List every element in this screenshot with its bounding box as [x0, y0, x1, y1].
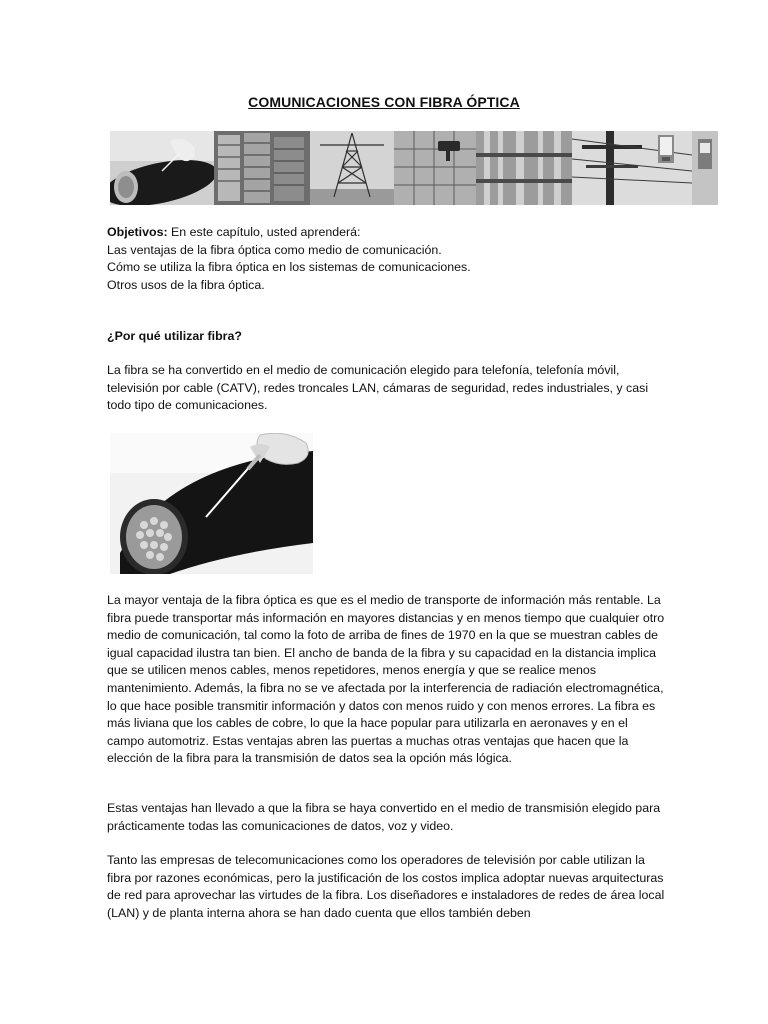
objectives-heading	[107, 224, 667, 242]
banner-cable-photo	[110, 131, 214, 205]
banner-pole-photo	[572, 131, 692, 205]
banner-rack-photo	[214, 131, 310, 205]
page-title: COMUNICACIONES CON FIBRA ÓPTICA	[248, 94, 520, 110]
objectives-intro: En este capítulo, usted aprenderá:	[167, 225, 361, 239]
paragraph-summary: Estas ventajas han llevado a que la fibra se haya convertido en el medio de transmisión elegido para prácticamente todas las comunicaciones de datos, voz y video.	[107, 801, 661, 833]
fiber-cable-photo	[110, 433, 313, 574]
objective-item: Cómo se utiliza la fibra óptica en los sistemas de comunicaciones.	[107, 260, 471, 275]
objective-item: Otros usos de la fibra óptica.	[107, 277, 265, 292]
section-heading: ¿Por qué utilizar fibra?	[107, 329, 242, 343]
objectives-label: Objetivos:	[107, 225, 168, 239]
banner-industrial-photo	[476, 131, 572, 205]
paragraph-telecom: Tanto las empresas de telecomunicaciones como los operadores de televisión por cable utilizan la fibra por razones económicas, pero la justificación de los costos implica adoptar nuevas arquitecturas de red para aprovechar las virtudes de la fibra. Los diseñadores e instaladores de redes de área local (LAN) y de planta interna ahora se han dado cuenta que ellos también deben	[107, 853, 665, 920]
paragraph-intro: La fibra se ha convertido en el medio de comunicación elegido para telefonía, telefonía móvil, televisión por cable (CATV), redes troncales LAN, cámaras de seguridad, redes industriales, y casi todo tipo de comunicaciones.	[107, 363, 649, 413]
objectives-section	[107, 224, 667, 294]
banner-photo-strip	[110, 131, 718, 205]
paragraph-advantages: La mayor ventaja de la fibra óptica es que es el medio de transporte de información más rentable. La fibra puede transportar más información en mayores distancias y en menos tiempo que cualquier otro medio de comunicación, tal como la foto de arriba de fines de 1970 en la que se muestran cables de igual capacidad ilustra tan bien. El ancho de banda de la fibra y su capacidad en la distancia implica que se utilicen menos cables, menos repetidores, menos energía y que se realice menos mantenimiento. Además, la fibra no se ve afectada por la interferencia de radiación electromagnética, lo que hace posible transmitir información y datos con menos ruido y con menos errores. La fibra es más liviana que los cables de cobre, lo que la hace popular para utilizarla en aeronaves y en el campo automotriz. Estas ventajas abren las puertas a muchas otras ventajas que hacen que la elección de la fibra para la transmisión de datos sea la opción más lógica.	[107, 593, 665, 766]
banner-tower-photo	[310, 131, 394, 205]
banner-edge-photo	[692, 131, 718, 205]
banner-camera-photo	[394, 131, 476, 205]
objective-item: Las ventajas de la fibra óptica como medio de comunicación.	[107, 242, 442, 257]
